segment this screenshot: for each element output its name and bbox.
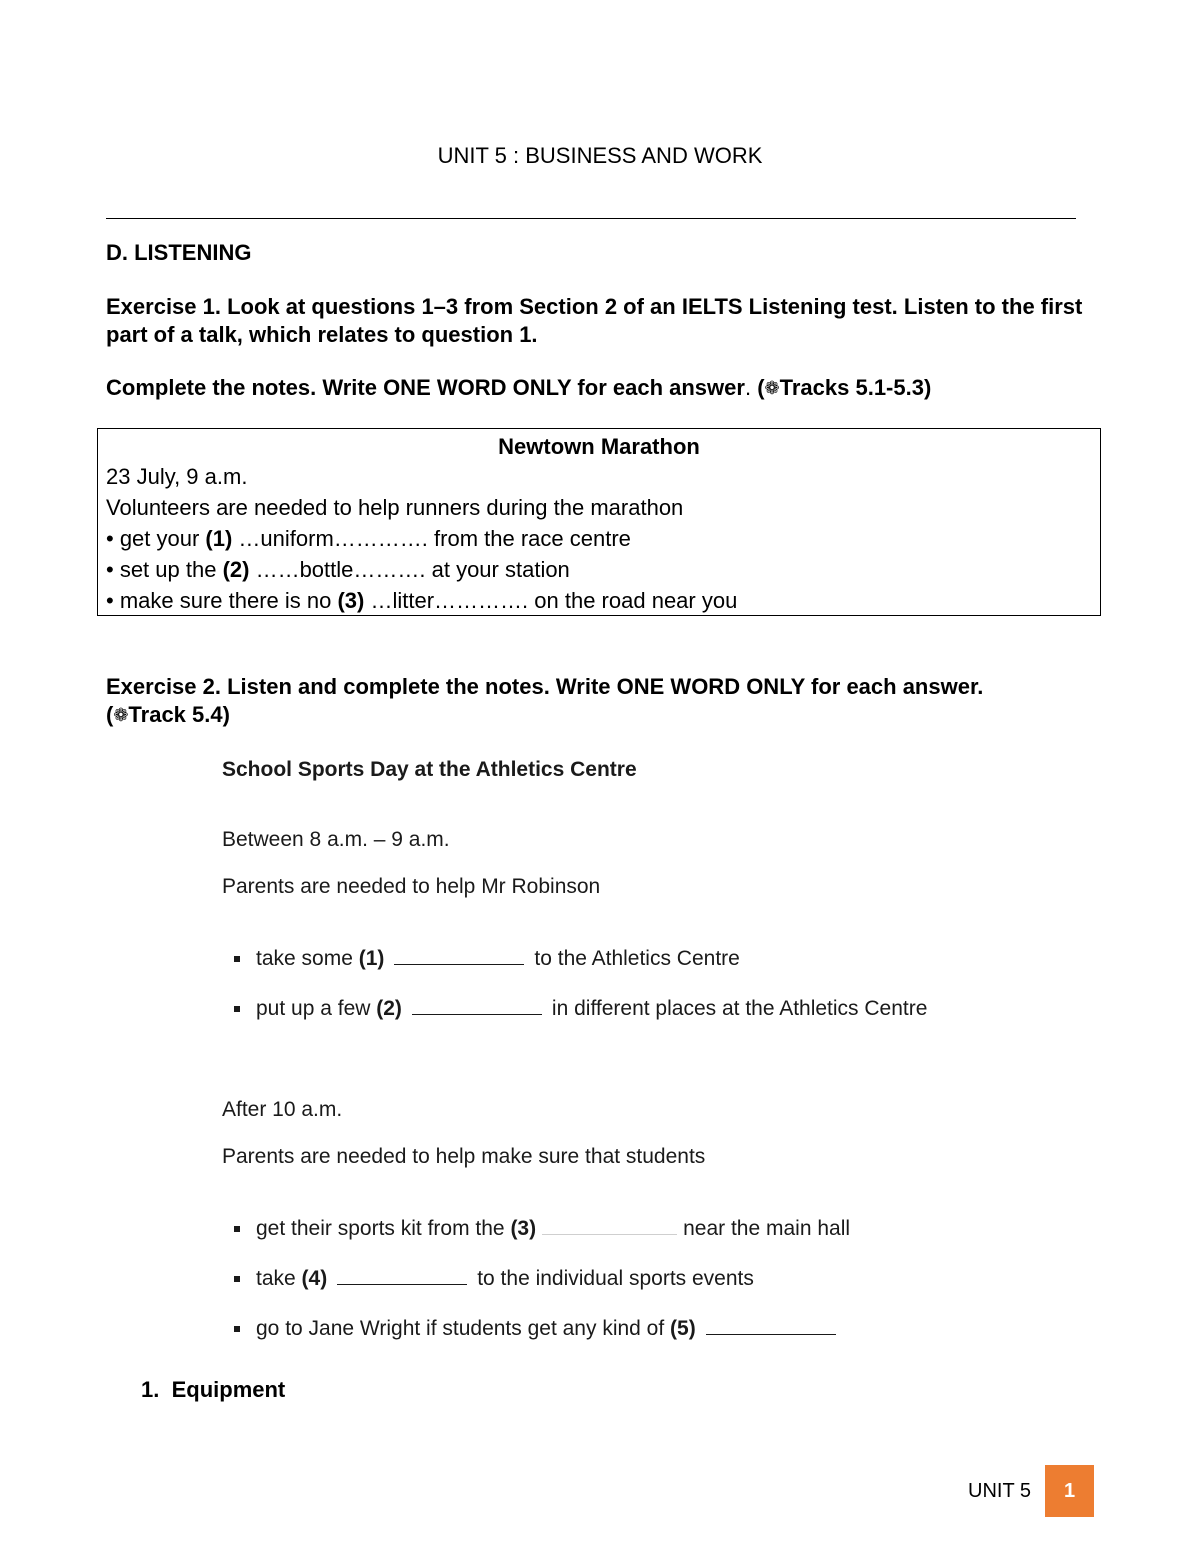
section-heading: D. LISTENING (106, 240, 252, 265)
intro-2: Parents are needed to help make sure that students (222, 1145, 706, 1168)
answer-blank[interactable] (542, 1216, 677, 1235)
exercise-2-instruction (106, 673, 1106, 729)
answer-blank[interactable] (394, 946, 524, 965)
list-item: take (4) to the individual sports events (234, 1266, 754, 1291)
marathon-item: • set up the (2) ……bottle………. at your station (106, 557, 570, 582)
divider (106, 218, 1076, 219)
headphones-icon: ❁ (764, 378, 780, 398)
marathon-title: Newtown Marathon (498, 434, 700, 459)
bullet-icon (234, 1226, 240, 1232)
bullet-icon (234, 956, 240, 962)
bullet-icon (234, 1276, 240, 1282)
answer-blank[interactable] (706, 1316, 836, 1335)
headphones-icon: ❁ (113, 705, 129, 725)
time-slot-1: Between 8 a.m. – 9 a.m. (222, 828, 450, 851)
sports-day-heading: School Sports Day at the Athletics Centre (222, 758, 637, 781)
marathon-item: • make sure there is no (3) …litter…………. on the road near you (106, 588, 738, 613)
footer-unit: UNIT 5 (968, 1480, 1031, 1502)
page-title: UNIT 5 : BUSINESS AND WORK (437, 143, 763, 168)
exercise-1-track: Tracks 5.1-5.3) (779, 375, 932, 400)
bullet-icon (234, 1006, 240, 1012)
time-slot-2: After 10 a.m. (222, 1098, 343, 1121)
exercise-1-text: Look at questions 1–3 from Section 2 of an IELTS Listening test. Listen to the first part of a talk, which relates to question 1. (106, 294, 1083, 347)
answer-list-item: 1. Equipment (141, 1377, 286, 1402)
exercise-1-dot: . (744, 375, 752, 400)
answer-blank[interactable] (337, 1266, 467, 1285)
marathon-date: 23 July, 9 a.m. (106, 464, 248, 489)
bullet-icon (234, 1326, 240, 1332)
marathon-notes-box (97, 428, 1101, 616)
list-item: get their sports kit from the (3) near the main hall (234, 1216, 850, 1241)
exercise-1-label: Exercise 1. (106, 294, 221, 319)
exercise-1-complete: Complete the notes. Write ONE WORD ONLY for each answer (106, 375, 745, 400)
intro-1: Parents are needed to help Mr Robinson (222, 875, 601, 898)
exercise-1-track-open: ( (751, 375, 765, 400)
exercise-2-label: Exercise 2. Listen and complete the notes. Write ONE WORD ONLY for each answer. (106, 674, 984, 699)
marathon-intro: Volunteers are needed to help runners during the marathon (106, 495, 684, 520)
page-number: 1 (1045, 1465, 1094, 1517)
list-item: put up a few (2) in different places at the Athletics Centre (234, 996, 927, 1021)
exercise-1-instruction (106, 293, 1106, 349)
list-item: take some (1) to the Athletics Centre (234, 946, 740, 971)
list-item: go to Jane Wright if students get any kind of (5) (234, 1316, 846, 1341)
answer-blank[interactable] (412, 996, 542, 1015)
marathon-item: • get your (1) …uniform…………. from the race centre (106, 526, 631, 551)
exercise-2-track-line: (❁Track 5.4) (106, 702, 230, 727)
exercise-1-complete-line (106, 375, 931, 401)
